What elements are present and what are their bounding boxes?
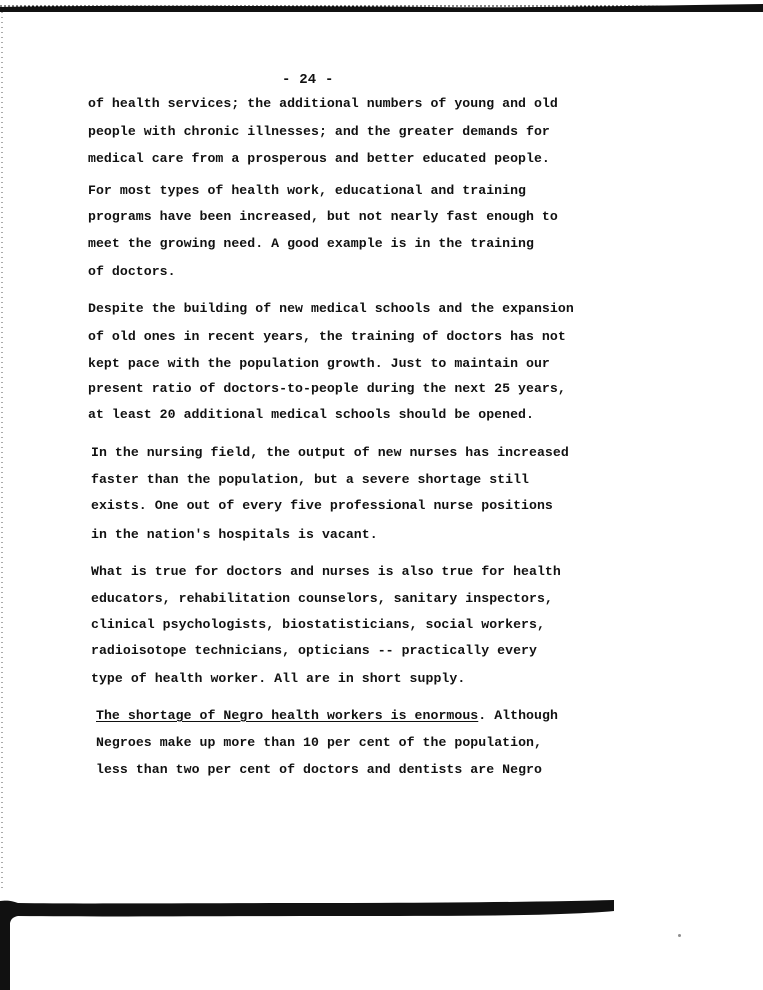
body-line-3: medical care from a prosperous and better educated people.: [88, 151, 550, 166]
body-line-12: at least 20 additional medical schools should be opened.: [88, 407, 534, 422]
bottom-scan-artifact: [0, 892, 620, 990]
body-line-18: educators, rehabilitation counselors, sanitary inspectors,: [91, 591, 553, 606]
left-scan-border: [0, 12, 4, 892]
underlined-emphasis: The shortage of Negro health workers is enormous: [96, 708, 479, 723]
body-line-4: For most types of health work, educational and training: [88, 183, 527, 198]
body-line-10: kept pace with the population growth. Just to maintain our: [88, 356, 550, 371]
body-line-1: of health services; the additional numbers of young and old: [88, 96, 558, 111]
body-line-7: of doctors.: [88, 264, 176, 279]
body-line-17: What is true for doctors and nurses is also true for health: [91, 564, 561, 579]
body-line-14: faster than the population, but a severe shortage still: [91, 472, 530, 487]
body-line-22-rest: . Although: [478, 708, 558, 723]
body-line-20: radioisotope technicians, opticians -- practically every: [91, 643, 537, 658]
body-line-8: Despite the building of new medical schools and the expansion: [88, 301, 574, 316]
body-line-22: [96, 708, 558, 723]
body-line-2: people with chronic illnesses; and the greater demands for: [88, 124, 550, 139]
body-line-15: exists. One out of every five professional nurse positions: [91, 498, 553, 513]
body-line-16: in the nation's hospitals is vacant.: [91, 527, 378, 542]
body-line-24: less than two per cent of doctors and dentists are Negro: [96, 762, 542, 777]
body-line-19: clinical psychologists, biostatisticians, social workers,: [91, 617, 545, 632]
body-line-9: of old ones in recent years, the training of doctors has not: [88, 329, 566, 344]
body-line-6: meet the growing need. A good example is in the training: [88, 236, 534, 251]
body-line-23: Negroes make up more than 10 per cent of the population,: [96, 735, 542, 750]
body-line-5: programs have been increased, but not nearly fast enough to: [88, 209, 558, 224]
body-line-21: type of health worker. All are in short supply.: [91, 671, 466, 686]
body-line-13: In the nursing field, the output of new nurses has increased: [91, 445, 569, 460]
scan-dot: [678, 934, 681, 937]
page-number: - 24 -: [282, 72, 334, 88]
body-line-11: present ratio of doctors-to-people during the next 25 years,: [88, 381, 566, 396]
top-scan-border: [0, 0, 763, 12]
